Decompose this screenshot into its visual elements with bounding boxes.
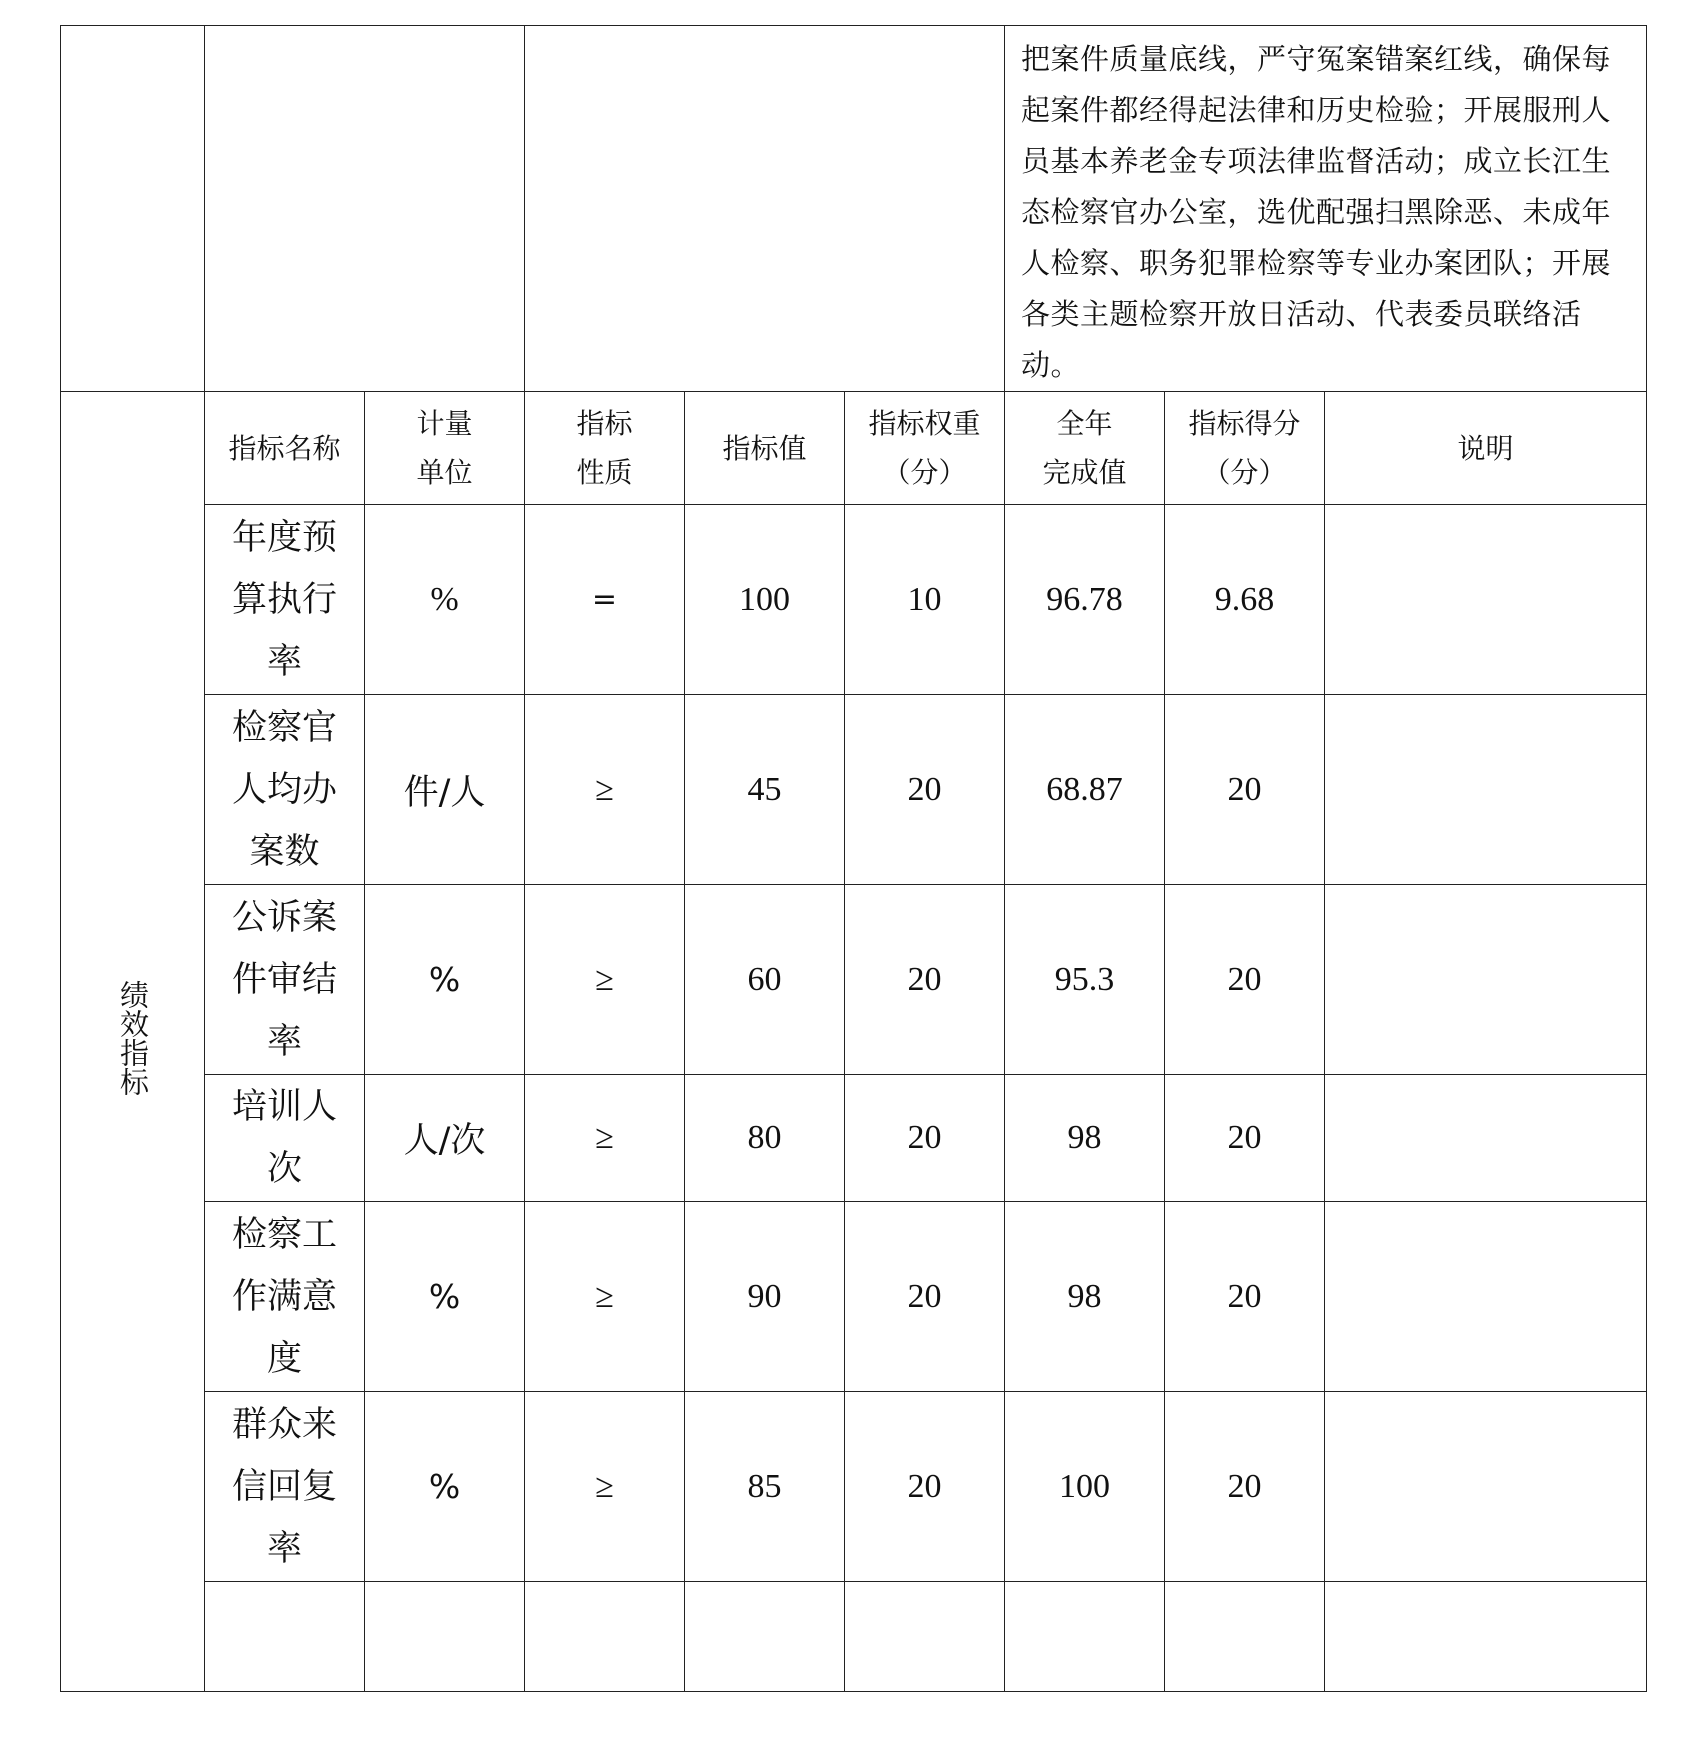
note-cell (1325, 695, 1647, 885)
target-cell: 100 (685, 505, 845, 695)
unit-cell: % (365, 1202, 525, 1392)
header-note: 说明 (1325, 392, 1647, 505)
table-row (61, 885, 1647, 1075)
note-cell (1325, 885, 1647, 1075)
top-empty-cell-1 (61, 26, 205, 392)
score-cell: 20 (1165, 1202, 1325, 1392)
table-row (61, 505, 1647, 695)
table-row (61, 1392, 1647, 1582)
unit-cell: % (365, 1392, 525, 1582)
unit-cell: % (365, 505, 525, 695)
indicator-name-line: 培训人 (231, 1087, 337, 1127)
indicator-name-line: 率 (266, 1528, 302, 1569)
unit-cell: % (365, 885, 525, 1075)
empty-cell (205, 1582, 365, 1692)
top-empty-cell-2 (205, 26, 525, 392)
empty-cell (685, 1582, 845, 1692)
performance-table (60, 25, 1647, 1692)
header-unit (365, 392, 525, 505)
empty-row (61, 1582, 1647, 1692)
table-row (61, 1075, 1647, 1202)
top-empty-cell-3 (525, 26, 1005, 392)
header-actual-line2: 完成值 (1042, 456, 1127, 489)
empty-cell (845, 1582, 1005, 1692)
header-target: 指标值 (685, 392, 845, 505)
target-cell: 90 (685, 1202, 845, 1392)
header-nature (525, 392, 685, 505)
target-cell: 60 (685, 885, 845, 1075)
header-nature-line2: 性质 (576, 456, 633, 489)
indicator-name-line: 群众来 (231, 1404, 337, 1445)
nature-cell: = (525, 505, 685, 695)
actual-cell: 98 (1005, 1202, 1165, 1392)
weight-cell: 20 (845, 1202, 1005, 1392)
header-unit-line1: 计量 (416, 407, 473, 440)
indicator-name-line: 次 (266, 1149, 302, 1189)
actual-cell: 68.87 (1005, 695, 1165, 885)
header-unit-line2: 单位 (416, 456, 473, 489)
target-cell: 80 (685, 1075, 845, 1202)
nature-cell: ≥ (525, 695, 685, 885)
header-actual (1005, 392, 1165, 505)
actual-cell: 98 (1005, 1075, 1165, 1202)
empty-cell (525, 1582, 685, 1692)
nature-cell: ≥ (525, 1075, 685, 1202)
note-cell (1325, 1075, 1647, 1202)
indicator-name-line: 年度预 (231, 517, 337, 558)
header-weight-line1: 指标权重 (868, 407, 981, 440)
indicator-name (205, 1392, 365, 1582)
score-cell: 9.68 (1165, 505, 1325, 695)
header-score-line2: （分） (1202, 456, 1287, 489)
actual-cell: 100 (1005, 1392, 1165, 1582)
nature-cell: ≥ (525, 1392, 685, 1582)
header-name: 指标名称 (205, 392, 365, 505)
table-row (61, 695, 1647, 885)
note-cell (1325, 1392, 1647, 1582)
empty-cell (1005, 1582, 1165, 1692)
indicator-name-line: 检察工 (231, 1214, 337, 1255)
indicator-name-line: 率 (266, 1021, 302, 1062)
weight-cell: 20 (845, 885, 1005, 1075)
actual-cell: 96.78 (1005, 505, 1165, 695)
side-label-cell (61, 392, 205, 1692)
indicator-name-line: 件审结 (231, 959, 337, 1000)
indicator-name (205, 695, 365, 885)
header-weight-line2: （分） (882, 456, 967, 489)
nature-cell: ≥ (525, 1202, 685, 1392)
indicator-name-line: 率 (266, 641, 302, 682)
indicator-name (205, 1202, 365, 1392)
weight-cell: 10 (845, 505, 1005, 695)
weight-cell: 20 (845, 695, 1005, 885)
score-cell: 20 (1165, 1392, 1325, 1582)
actual-cell: 95.3 (1005, 885, 1165, 1075)
indicator-name-line: 人均办 (231, 769, 337, 810)
header-nature-line1: 指标 (576, 407, 633, 440)
header-actual-line1: 全年 (1056, 407, 1113, 440)
note-cell (1325, 505, 1647, 695)
score-cell: 20 (1165, 1075, 1325, 1202)
score-cell: 20 (1165, 695, 1325, 885)
header-weight (845, 392, 1005, 505)
score-cell: 20 (1165, 885, 1325, 1075)
indicator-name (205, 505, 365, 695)
unit-cell: 件/人 (365, 695, 525, 885)
nature-cell: ≥ (525, 885, 685, 1075)
top-description-text: 把案件质量底线，严守冤案错案红线，确保每起案件都经得起法律和历史检验；开展服刑人员基本养老金专项法律监督活动；成立长江生态检察官办公室，选优配强扫黑除恶、未成年人检察、职务犯罪检察等专业办案团队；开展各类主题检察开放日活动、代表委员联络活动。 (1005, 26, 1647, 392)
header-score-line1: 指标得分 (1188, 407, 1301, 440)
weight-cell: 20 (845, 1075, 1005, 1202)
top-description-row (61, 26, 1647, 392)
target-cell: 45 (685, 695, 845, 885)
empty-cell (365, 1582, 525, 1692)
indicator-name-line: 度 (266, 1338, 302, 1379)
target-cell: 85 (685, 1392, 845, 1582)
empty-cell (1325, 1582, 1647, 1692)
unit-cell: 人/次 (365, 1075, 525, 1202)
indicator-name (205, 1075, 365, 1202)
indicator-name-line: 案数 (249, 831, 320, 872)
table-row (61, 1202, 1647, 1392)
indicator-name-line: 检察官 (231, 707, 337, 748)
header-score (1165, 392, 1325, 505)
indicator-name-line: 公诉案 (231, 897, 337, 938)
side-label: 绩效指标 (116, 980, 150, 1096)
header-row (61, 392, 1647, 505)
indicator-name-line: 作满意 (231, 1276, 337, 1317)
note-cell (1325, 1202, 1647, 1392)
indicator-name-line: 信回复 (231, 1466, 337, 1507)
empty-cell (1165, 1582, 1325, 1692)
weight-cell: 20 (845, 1392, 1005, 1582)
indicator-name-line: 算执行 (231, 579, 337, 620)
indicator-name (205, 885, 365, 1075)
